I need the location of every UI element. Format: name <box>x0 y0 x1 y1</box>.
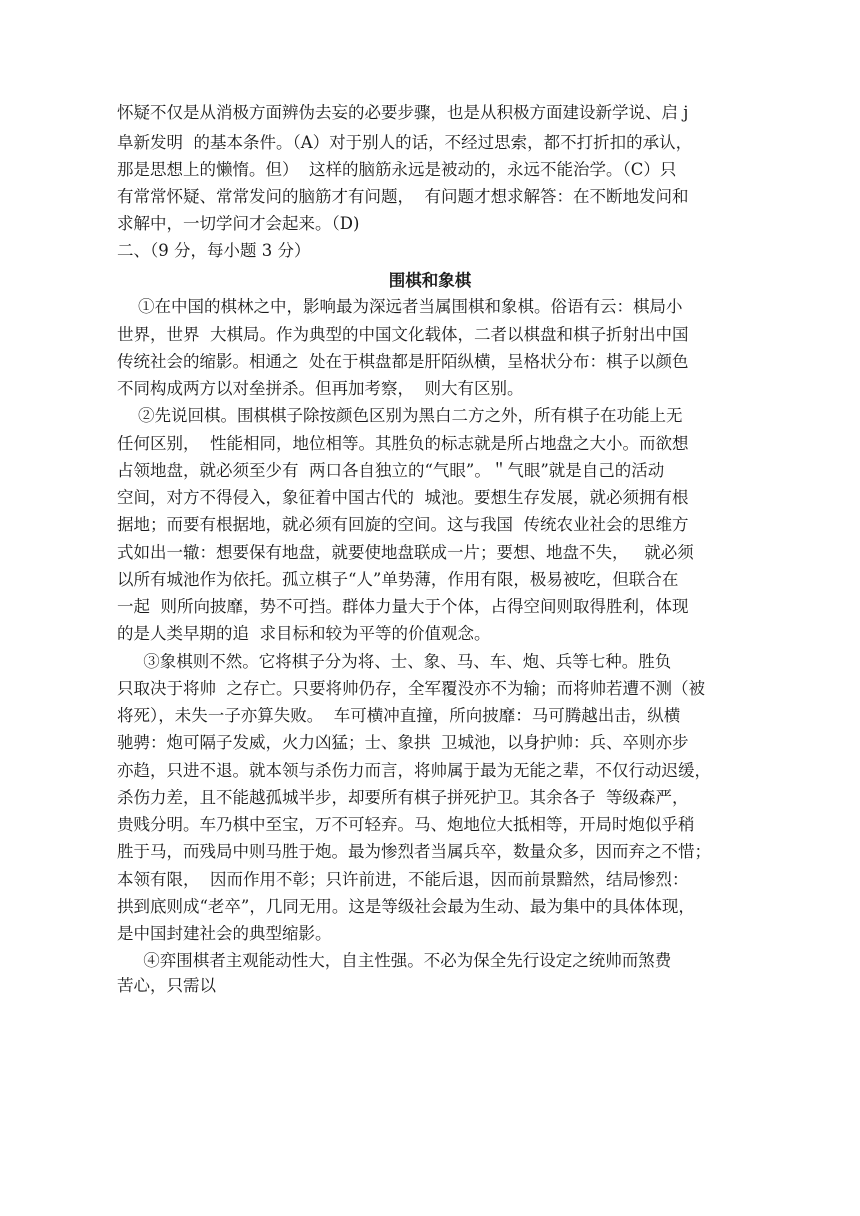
paragraph-line: 本领有限， 因而作用不彰；只许前进，不能后退，因而前景黯然，结局惨烈： <box>117 870 689 889</box>
paragraph-line: 求解中，一切学问才会起来。（D) <box>117 214 360 233</box>
paragraph-line: ①在中国的棋林之中，影响最为深远者当属围棋和象棋。俗语有云：棋局小 <box>117 297 683 316</box>
paragraph-line: 不同构成两方以对垒拼杀。但再加考察， 则大有区别。 <box>117 379 524 398</box>
paragraph-line: 据地；而要有根据地，就必须有回旋的空间。这与我国 传统农业社会的思维方 <box>117 515 689 534</box>
paragraph-line: 拱到底则成“老卒”，几同无用。这是等级社会最为生动、最为集中的具体体现， <box>117 897 695 916</box>
paragraph-line: ③象棋则不然。它将棋子分为将、士、象、马、车、炮、兵等七种。胜负 <box>117 652 672 671</box>
paragraph-line: 将死），未失一子亦算失败。 车可横冲直撞，所向披靡：马可腾越出击，纵横 <box>117 706 681 725</box>
paragraph-line: ④弈围棋者主观能动性大，自主性强。不必为保全先行设定之统帅而煞费 <box>117 951 672 970</box>
paragraph-line: 驰骋：炮可隔子发威，火力凶猛；士、象拱 卫城池，以身护帅：兵、卒则亦步 <box>117 733 689 752</box>
paragraph-line: 世界，世界 大棋局。作为典型的中国文化载体，二者以棋盘和棋子折射出中国 <box>117 325 689 344</box>
paragraph-line: 有常常怀疑、常常发问的脑筋才有问题， 有问题才想求解答：在不断地发问和 <box>117 187 689 206</box>
paragraph-line: 占领地盘，就必须至少有 两口各自独立的“气眼”。＂气眼”就是自己的活动 <box>117 461 665 480</box>
paragraph-line: 亦趋，只进不退。就本领与杀伤力而言，将帅属于最为无能之辈，不仅行动迟缓， <box>117 761 711 780</box>
paragraph-line: 的是人类早期的追 求目标和较为平等的价值观念。 <box>117 624 491 643</box>
paragraph-line: ➁先说回棋。围棋棋子除按颜色区别为黑白二方之外，所有棋子在功能上无 <box>117 406 683 425</box>
paragraph-line: 阜新发明 的基本条件。（A）对于别人的话，不经过思索，都不打折扣的承认， <box>117 133 693 152</box>
paragraph-line: 一起 则所向披靡，势不可挡。群体力量大于个体，占得空间则取得胜利，体现 <box>117 597 689 616</box>
paragraph-line: 只取决于将帅 之存亡。只要将帅仍存，全军覆没亦不为输；而将帅若遭不测（被 <box>117 679 705 698</box>
paragraph-line: 苦心，只需以 <box>117 976 216 995</box>
paragraph-line: 怀疑不仅是从消极方面辨伪去妄的必要步骤，也是从积极方面建设新学说、启 j <box>117 103 689 122</box>
paragraph-line: 贵贱分明。车乃棋中至宝，万不可轻弃。马、炮地位大抵相等，开局时炮似乎稍 <box>117 815 695 834</box>
paragraph-line: 任何区别， 性能相同，地位相等。其胜负的标志就是所占地盘之大小。而欲想 <box>117 434 689 453</box>
paragraph-line: 式如出一辙：想要保有地盘，就要使地盘联成一片；要想、地盘不失， 就必须 <box>117 543 694 562</box>
paragraph-line: 是中国封建社会的典型缩影。 <box>117 924 332 943</box>
paragraph-line: 杀伤力差，且不能越孤城半步，却要所有棋子拼死护卫。其余各子 等级森严， <box>117 788 689 807</box>
section-heading: 二、（9 分，每小题 3 分） <box>117 241 311 260</box>
paragraph-line: 空间，对方不得侵入，象征着中国古代的 城池。要想生存发展，就必须拥有根 <box>117 488 689 507</box>
paragraph-line: 胜于马，而残局中则马胜于炮。最为惨烈者当属兵卒，数量众多，因而弃之不惜； <box>117 842 711 861</box>
paragraph-line: 以所有城池作为依托。孤立棋子“人”单势薄，作用有限，极易被吃，但联合在 <box>117 570 679 589</box>
paragraph-line: 传统社会的缩影。相通之 处在于棋盘都是肝陌纵横，呈格状分布：棋子以颜色 <box>117 352 689 371</box>
article-title: 围棋和象棋 <box>388 271 472 290</box>
paragraph-line: 那是思想上的懒惰。但） 这样的脑筋永远是被动的，永远不能治学。（C）只 <box>117 160 677 179</box>
